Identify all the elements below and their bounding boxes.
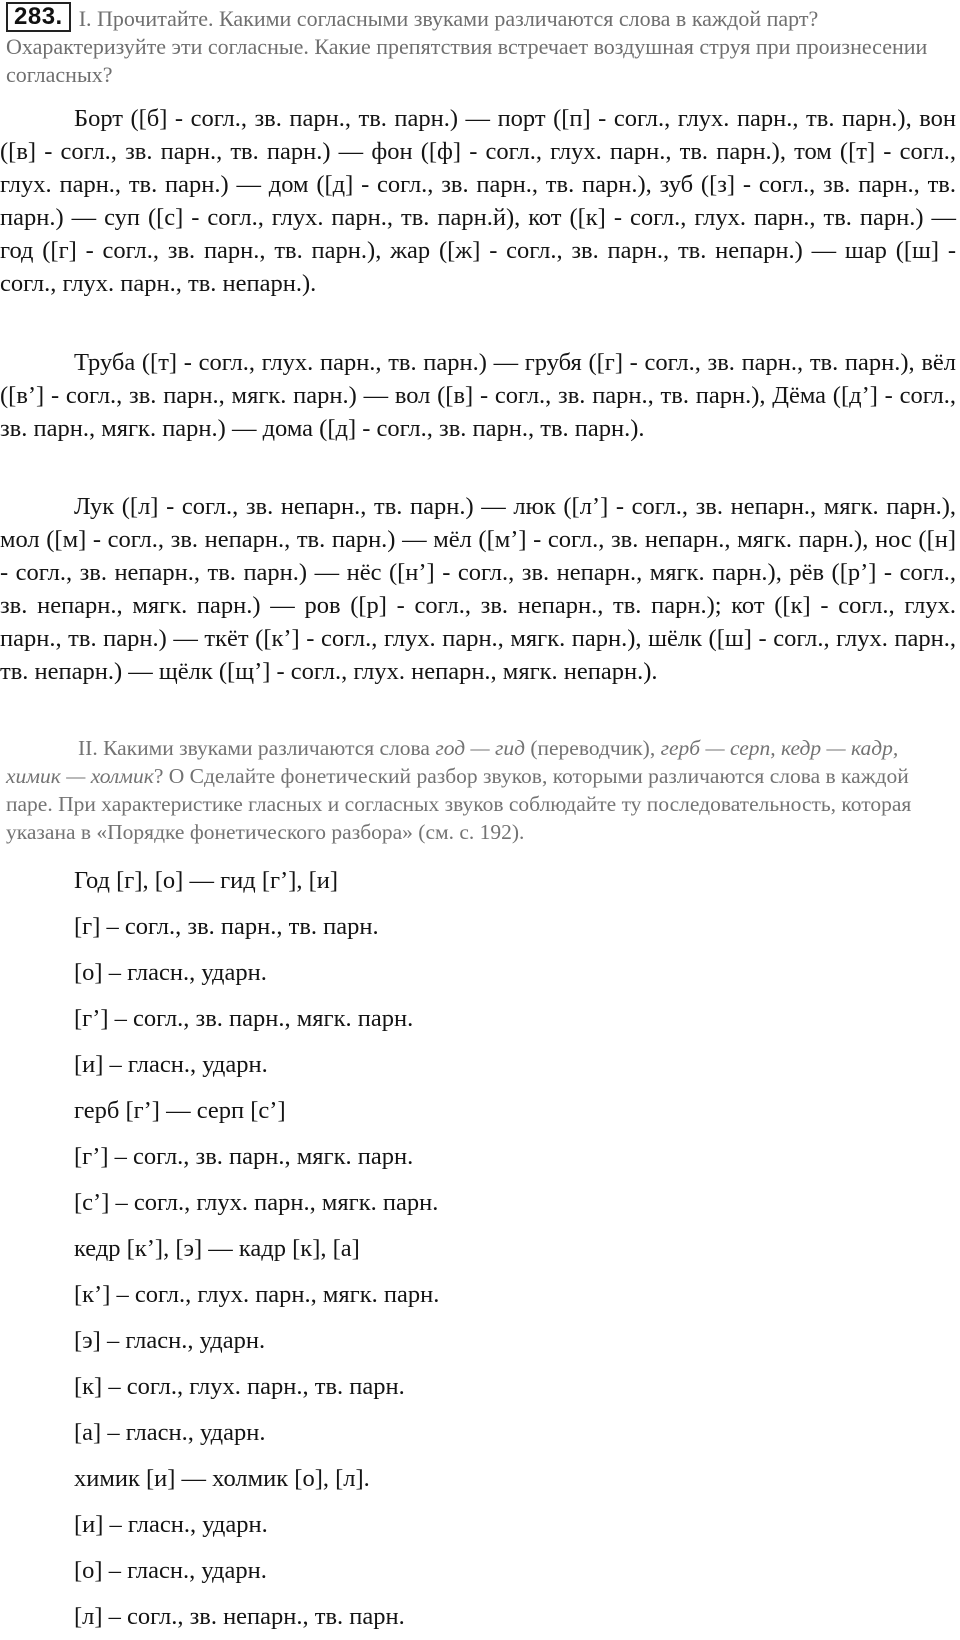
answer-paragraph-1: Борт ([б] - согл., зв. парн., тв. парн.) — порт ([п] - согл., глух. парн., тв. парн.), вон ([в] - согл., зв. парн., тв. парн.) — фон ([ф] - согл., глух. парн., тв. парн.), том ([т] - согл., глух. парн., тв. парн.) — дом ([д] - согл., зв. парн., тв. парн.), зуб ([з] - согл., зв. парн., тв. парн.) — суп ([с] - согл., глух. парн., тв. парн.й), кот ([к] - согл., глух. парн., тв. парн.) — год ([г] - согл., зв. парн., тв. парн.), жар ([ж] - согл., зв. парн., тв. непарн.) — шар ([ш] - согл., глух. парн., тв. непарн.). bbox=[0, 105, 956, 297]
analysis-line: [к’] – согл., глух. парн., мягк. парн. bbox=[74, 1281, 440, 1308]
phonetic-analysis-list bbox=[74, 858, 439, 1640]
analysis-line: [л] – согл., зв. непарн., тв. парн. bbox=[74, 1603, 405, 1630]
analysis-line: [г] – согл., зв. парн., тв. парн. bbox=[74, 913, 379, 940]
analysis-line: [и] – гласн., ударн. bbox=[74, 1051, 268, 1078]
analysis-line: [с’] – согл., глух. парн., мягк. парн. bbox=[74, 1189, 439, 1216]
task-2-note: (переводчик), bbox=[524, 736, 661, 760]
analysis-line: герб [г’] — серп [с’] bbox=[74, 1097, 286, 1124]
word-pairs-list: герб — серп, кедр — кадр, химик — холмик bbox=[6, 736, 899, 788]
analysis-line: Год [г], [о] — гид [г’], [и] bbox=[74, 867, 339, 894]
analysis-line: [г’] – согл., зв. парн., мягк. парн. bbox=[74, 1143, 414, 1170]
task-2-instruction-rest: ? О Сделайте фонетический разбор звуков, которыми различаются слова в каждой паре. При характеристике гласных и согласных звуков соблюдайте ту последовательность, которая указана в «Порядке фонетического разбора» (см. с. 192). bbox=[6, 764, 912, 844]
analysis-line: [о] – гласн., ударн. bbox=[74, 1557, 267, 1584]
analysis-line: [г’] – согл., зв. парн., мягк. парн. bbox=[74, 1005, 414, 1032]
task-number: 283. bbox=[6, 2, 71, 32]
task-2-instruction-block bbox=[6, 734, 950, 846]
analysis-line: [а] – гласн., ударн. bbox=[74, 1419, 266, 1446]
analysis-line: [к] – согл., глух. парн., тв. парн. bbox=[74, 1373, 405, 1400]
analysis-line: химик [и] — холмик [о], [л]. bbox=[74, 1465, 370, 1492]
analysis-line: [и] – гласн., ударн. bbox=[74, 1511, 268, 1538]
analysis-line: [о] – гласн., ударн. bbox=[74, 959, 267, 986]
answer-paragraph-2: Труба ([т] - согл., глух. парн., тв. парн.) — грубя ([г] - согл., зв. парн., тв. парн.), вёл ([в’] - согл., зв. парн., мягк. парн.) — вол ([в] - согл., зв. парн., тв. парн.), Дёма ([д’] - согл., зв. парн., мягк. парн.) — дома ([д] - согл., зв. парн., тв. парн.). bbox=[0, 349, 956, 442]
task-1-instruction: I. Прочитайте. Какими согласными звуками различаются слова в каждой парт? Охарактеризуйте эти согласные. Какие препятствия встречает воздушная струя при произнесении согласных? bbox=[6, 6, 928, 87]
analysis-line: [э] – гласн., ударн. bbox=[74, 1327, 266, 1354]
analysis-line: кедр [к’], [э] — кадр [к], [а] bbox=[74, 1235, 360, 1262]
task-2-intro: II. Какими звуками различаются слова bbox=[78, 736, 436, 760]
word-pair-god-gid: год — гид bbox=[435, 736, 525, 760]
answer-paragraph-3: Лук ([л] - согл., зв. непарн., тв. парн.) — люк ([л’] - согл., зв. непарн., мягк. парн.), мол ([м] - согл., зв. непарн., тв. парн.) — мёл ([м’] - согл., зв. непарн., мягк. парн.), нос ([н] - согл., зв. непарн., тв. парн.) — нёс ([н’] - согл., зв. непарн., мягк. парн.), рёв ([р’] - согл., зв. непарн., мягк. парн.) — ров ([р] - согл., зв. непарн., тв. парн.); кот ([к] - согл., глух. парн., тв. парн.) — ткёт ([к’] - согл., глух. парн., мягк. парн.), шёлк ([ш] - согл., глух. парн., тв. непарн.) — щёлк ([щ’] - согл., глух. непарн., мягк. непарн.). bbox=[0, 493, 956, 685]
task-1-instruction-block bbox=[6, 2, 948, 89]
